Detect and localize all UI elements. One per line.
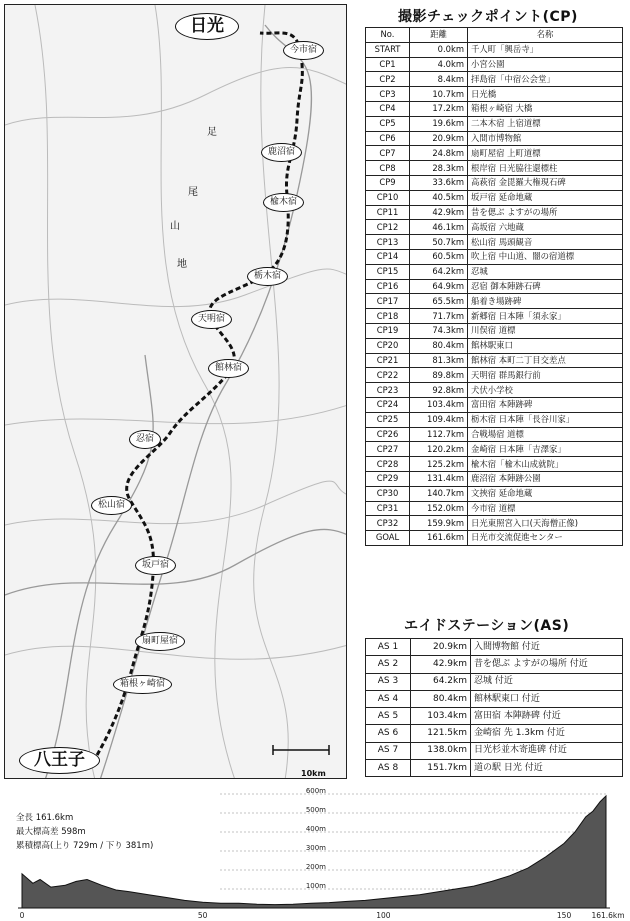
checkpoint-row [366, 161, 623, 176]
row-distance: 60.5km [410, 249, 468, 264]
checkpoint-row [366, 516, 623, 531]
checkpoint-row [366, 457, 623, 472]
row-id: CP25 [366, 412, 410, 427]
row-id: CP20 [366, 338, 410, 353]
checkpoint-row [366, 368, 623, 383]
checkpoint-row [366, 501, 623, 516]
checkpoint-row [366, 471, 623, 486]
row-name: 館林駅東口 付近 [471, 690, 623, 707]
row-id: CP16 [366, 279, 410, 294]
column-header: No. [366, 28, 410, 43]
row-id: CP6 [366, 131, 410, 146]
row-id: CP7 [366, 146, 410, 161]
row-id: CP27 [366, 442, 410, 457]
row-id: START [366, 42, 410, 57]
station-label: 栃木宿 [247, 267, 288, 286]
row-id: CP28 [366, 457, 410, 472]
station-label: 今市宿 [283, 41, 324, 60]
row-name: 今市宿 道標 [468, 501, 623, 516]
row-distance: 138.0km [411, 742, 471, 759]
checkpoint-row [366, 294, 623, 309]
column-header: 距離 [410, 28, 468, 43]
checkpoint-row [366, 42, 623, 57]
aid-station-row [366, 656, 623, 673]
row-id: CP1 [366, 57, 410, 72]
station-label: 館林宿 [208, 359, 249, 378]
row-name: 日光市交流促進センター [468, 531, 623, 546]
row-name: 富田宿 本陣跡碑 付近 [471, 708, 623, 725]
checkpoint-row [366, 323, 623, 338]
row-distance: 152.0km [410, 501, 468, 516]
station-label: 忍宿 [129, 430, 161, 449]
row-id: AS 4 [366, 690, 411, 707]
row-name: 富田宿 本陣跡碑 [468, 397, 623, 412]
checkpoint-row [366, 309, 623, 324]
row-distance: 33.6km [410, 175, 468, 190]
row-id: CP15 [366, 264, 410, 279]
row-name: 文挾宿 延命地蔵 [468, 486, 623, 501]
elevation-x-tick: 150 [556, 911, 572, 920]
aid-station-table-body [366, 639, 623, 777]
row-distance: 24.8km [410, 146, 468, 161]
map-end-label: 八王子 [19, 747, 100, 774]
row-id: CP5 [366, 116, 410, 131]
row-name: 扇町屋宿 上町道標 [468, 146, 623, 161]
row-distance: 151.7km [411, 760, 471, 777]
aid-station-row [366, 673, 623, 690]
checkpoint-row [366, 131, 623, 146]
station-label: 楡木宿 [263, 193, 304, 212]
elevation-x-tick: 50 [197, 911, 208, 920]
region-char: 尾 [188, 187, 198, 198]
station-label: 坂戸宿 [135, 556, 176, 575]
checkpoint-row [366, 427, 623, 442]
route-map [4, 4, 347, 779]
row-name: 忍城 [468, 264, 623, 279]
row-name: 吹上宿 中山道、闇の宿道標 [468, 249, 623, 264]
row-distance: 8.4km [410, 72, 468, 87]
row-distance: 46.1km [410, 220, 468, 235]
row-name: 金崎宿 日本陣「吉澤家」 [468, 442, 623, 457]
checkpoint-table-body [366, 42, 623, 545]
row-name: 船着き場跡碑 [468, 294, 623, 309]
row-name: 入間博物館 付近 [471, 639, 623, 656]
row-name: 昔を偲ぶ よすがの場所 [468, 205, 623, 220]
row-name: 松山宿 馬頭観音 [468, 235, 623, 250]
row-id: CP11 [366, 205, 410, 220]
row-name: 根岸宿 日光脇往還標柱 [468, 161, 623, 176]
checkpoint-row [366, 338, 623, 353]
row-name: 千人町「興岳寺」 [468, 42, 623, 57]
row-distance: 19.6km [410, 116, 468, 131]
row-id: CP21 [366, 353, 410, 368]
checkpoint-row [366, 412, 623, 427]
row-distance: 161.6km [410, 531, 468, 546]
row-id: CP30 [366, 486, 410, 501]
elevation-y-tick: 600m [305, 787, 326, 795]
row-id: CP14 [366, 249, 410, 264]
checkpoint-row [366, 220, 623, 235]
row-distance: 20.9km [411, 639, 471, 656]
row-id: CP32 [366, 516, 410, 531]
row-name: 日光東照宮入口(天海僧正像) [468, 516, 623, 531]
row-id: AS 5 [366, 708, 411, 725]
aid-station-row [366, 760, 623, 777]
elevation-stat: 累積標高(上り 729m / 下り 381m) [16, 841, 154, 851]
column-header: 名称 [468, 28, 623, 43]
row-distance: 42.9km [410, 205, 468, 220]
row-id: CP23 [366, 383, 410, 398]
row-id: CP19 [366, 323, 410, 338]
checkpoint-header-row [366, 28, 623, 43]
row-id: CP12 [366, 220, 410, 235]
checkpoint-row [366, 279, 623, 294]
checkpoint-row [366, 175, 623, 190]
station-label: 鹿沼宿 [261, 143, 302, 162]
row-id: AS 6 [366, 725, 411, 742]
row-name: 拝島宿「中宿公会堂」 [468, 72, 623, 87]
region-char: 地 [177, 259, 187, 270]
row-distance: 103.4km [410, 397, 468, 412]
row-id: CP9 [366, 175, 410, 190]
row-distance: 92.8km [410, 383, 468, 398]
row-distance: 80.4km [410, 338, 468, 353]
checkpoint-table [365, 27, 623, 546]
route-map-graphic [5, 5, 347, 779]
row-distance: 103.4km [411, 708, 471, 725]
aid-station-row [366, 742, 623, 759]
region-char: 足 [207, 127, 217, 138]
checkpoint-row [366, 57, 623, 72]
elevation-profile [0, 784, 630, 921]
row-distance: 74.3km [410, 323, 468, 338]
aid-station-row [366, 690, 623, 707]
row-distance: 65.5km [410, 294, 468, 309]
checkpoint-row [366, 442, 623, 457]
aid-station-row [366, 725, 623, 742]
map-scale-label: 10km [301, 769, 326, 778]
elevation-y-tick: 200m [305, 863, 326, 871]
row-name: 忍宿 御本陣跡石碑 [468, 279, 623, 294]
checkpoint-row [366, 72, 623, 87]
station-label: 扇町屋宿 [135, 632, 185, 651]
row-id: CP31 [366, 501, 410, 516]
row-name: 道の駅 日光 付近 [471, 760, 623, 777]
row-distance: 125.2km [410, 457, 468, 472]
row-id: AS 3 [366, 673, 411, 690]
row-name: 新郷宿 日本陣「須永家」 [468, 309, 623, 324]
checkpoint-row [366, 264, 623, 279]
station-label: 箱根ヶ崎宿 [113, 675, 172, 694]
row-name: 鹿沼宿 本陣跡公園 [468, 471, 623, 486]
row-id: CP18 [366, 309, 410, 324]
row-distance: 50.7km [410, 235, 468, 250]
checkpoint-row [366, 101, 623, 116]
row-name: 昔を偲ぶ よすがの場所 付近 [471, 656, 623, 673]
row-id: CP10 [366, 190, 410, 205]
row-name: 坂戸宿 延命地蔵 [468, 190, 623, 205]
row-name: 日光橋 [468, 87, 623, 102]
row-name: 日光杉並木寄進碑 付近 [471, 742, 623, 759]
map-start-label: 日光 [175, 13, 239, 40]
row-distance: 42.9km [411, 656, 471, 673]
row-name: 箱根ヶ崎宿 大橋 [468, 101, 623, 116]
row-name: 合戦場宿 道標 [468, 427, 623, 442]
row-name: 館林宿 本町二丁目交差点 [468, 353, 623, 368]
elevation-y-tick: 100m [305, 882, 326, 890]
row-id: CP13 [366, 235, 410, 250]
row-distance: 71.7km [410, 309, 468, 324]
row-id: CP29 [366, 471, 410, 486]
row-distance: 64.2km [410, 264, 468, 279]
row-name: 川俣宿 道標 [468, 323, 623, 338]
row-id: AS 8 [366, 760, 411, 777]
row-distance: 109.4km [410, 412, 468, 427]
row-distance: 159.9km [410, 516, 468, 531]
row-id: CP3 [366, 87, 410, 102]
aid-station-row [366, 639, 623, 656]
row-name: 高萩宿 金毘羅大権現石碑 [468, 175, 623, 190]
row-distance: 28.3km [410, 161, 468, 176]
row-distance: 140.7km [410, 486, 468, 501]
row-id: AS 7 [366, 742, 411, 759]
row-name: 金崎宿 先 1.3km 付近 [471, 725, 623, 742]
elevation-x-end-label: 161.6km [591, 911, 625, 920]
checkpoint-row [366, 205, 623, 220]
elevation-stat: 最大標高差 598m [16, 827, 86, 837]
checkpoint-row [366, 249, 623, 264]
row-distance: 64.2km [411, 673, 471, 690]
row-distance: 4.0km [410, 57, 468, 72]
row-distance: 120.2km [410, 442, 468, 457]
row-name: 高坂宿 六地蔵 [468, 220, 623, 235]
checkpoint-row [366, 116, 623, 131]
row-distance: 17.2km [410, 101, 468, 116]
row-name: 忍城 付近 [471, 673, 623, 690]
station-label: 松山宿 [91, 496, 132, 515]
row-distance: 20.9km [410, 131, 468, 146]
row-id: GOAL [366, 531, 410, 546]
cp-title: 撮影チェックポイント(CP) [398, 9, 578, 25]
aid-station-table [365, 638, 623, 777]
checkpoint-row [366, 146, 623, 161]
row-id: CP22 [366, 368, 410, 383]
checkpoint-row [366, 397, 623, 412]
as-title: エイドステーション(AS) [404, 618, 570, 634]
row-id: AS 1 [366, 639, 411, 656]
row-id: AS 2 [366, 656, 411, 673]
row-distance: 131.4km [410, 471, 468, 486]
row-name: 入間市博物館 [468, 131, 623, 146]
elevation-y-tick: 400m [305, 825, 326, 833]
elevation-y-tick: 500m [305, 806, 326, 814]
checkpoint-row [366, 235, 623, 250]
checkpoint-row [366, 531, 623, 546]
row-distance: 0.0km [410, 42, 468, 57]
row-id: CP17 [366, 294, 410, 309]
checkpoint-row [366, 383, 623, 398]
row-distance: 112.7km [410, 427, 468, 442]
row-name: 二本木宿 上宿道標 [468, 116, 623, 131]
row-distance: 89.8km [410, 368, 468, 383]
row-id: CP26 [366, 427, 410, 442]
checkpoint-row [366, 87, 623, 102]
row-id: CP8 [366, 161, 410, 176]
checkpoint-row [366, 190, 623, 205]
row-distance: 40.5km [410, 190, 468, 205]
row-distance: 81.3km [410, 353, 468, 368]
row-distance: 80.4km [411, 690, 471, 707]
elevation-chart [0, 784, 630, 921]
checkpoint-row [366, 353, 623, 368]
elevation-x-tick: 0 [19, 911, 25, 920]
row-name: 犬伏小学校 [468, 383, 623, 398]
row-name: 館林駅東口 [468, 338, 623, 353]
elevation-stat: 全長 161.6km [16, 813, 74, 823]
row-distance: 121.5km [411, 725, 471, 742]
row-distance: 64.9km [410, 279, 468, 294]
row-name: 栃木宿 日本陣「長谷川家」 [468, 412, 623, 427]
aid-station-row [366, 708, 623, 725]
row-name: 天明宿 群馬銀行前 [468, 368, 623, 383]
checkpoint-row [366, 486, 623, 501]
row-id: CP2 [366, 72, 410, 87]
region-char: 山 [170, 221, 180, 232]
row-distance: 10.7km [410, 87, 468, 102]
station-label: 天明宿 [191, 310, 232, 329]
row-name: 楡木宿「楡木山成就院」 [468, 457, 623, 472]
row-id: CP4 [366, 101, 410, 116]
row-name: 小宮公園 [468, 57, 623, 72]
row-id: CP24 [366, 397, 410, 412]
elevation-y-tick: 300m [305, 844, 326, 852]
elevation-x-tick: 100 [376, 911, 391, 920]
